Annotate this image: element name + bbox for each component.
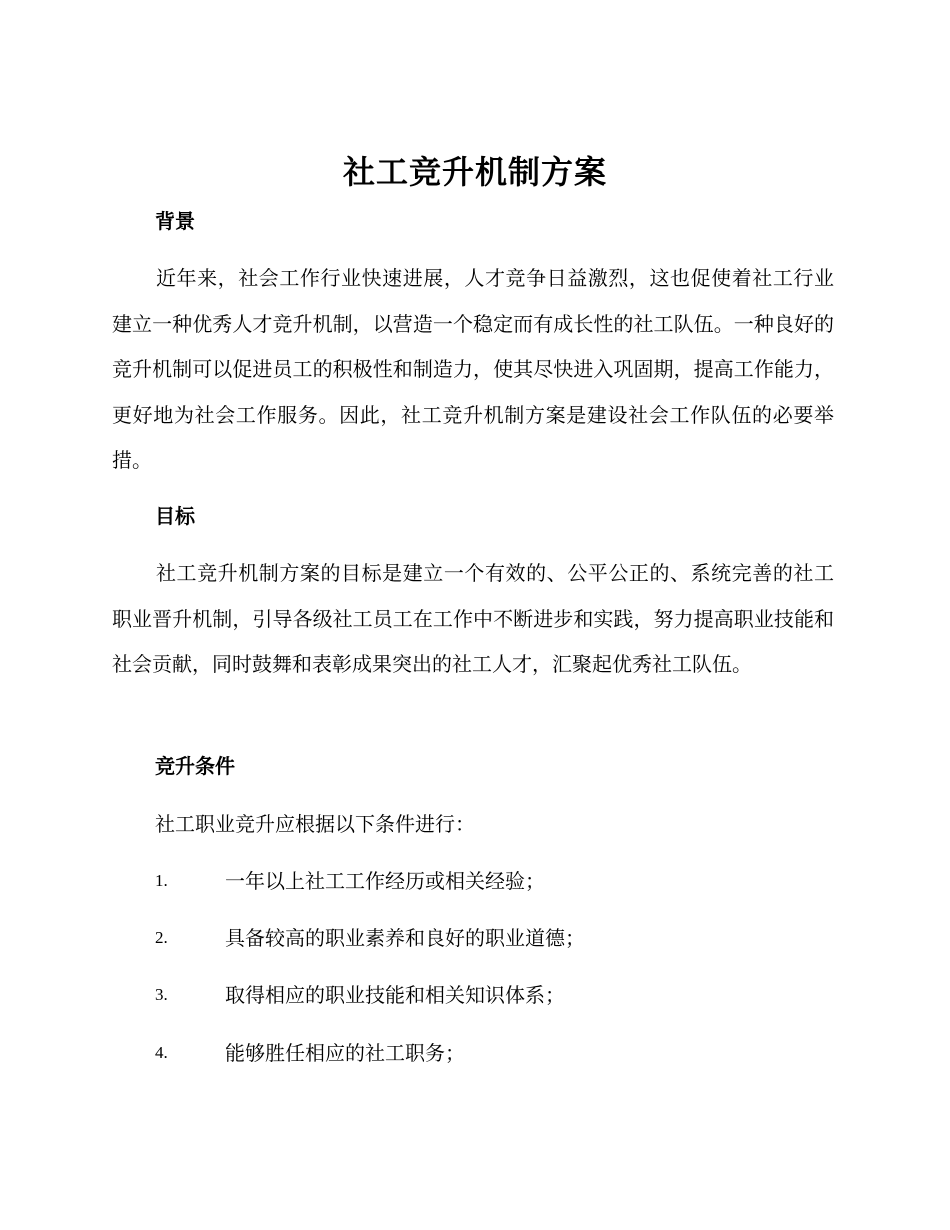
list-item-number: 2. xyxy=(155,928,168,947)
section-paragraph-background: 近年来，社会工作行业快速进展，人才竞争日益激烈，这也促使着社工行业建立一种优秀人才竞升机制，以营造一个稳定而有成长性的社工队伍。一种良好的竞升机制可以促进员工的积极性和制造力，使其尽快进入巩固期，提高工作能力，更好地为社会工作服务。因此，社工竞升机制方案是建设社会工作队伍的必要举措。 xyxy=(112,266,834,472)
list-item xyxy=(155,923,855,953)
list-item xyxy=(155,980,855,1010)
conditions-intro: 社工职业竞升应根据以下条件进行： xyxy=(155,812,475,836)
section-heading-conditions: 竞升条件 xyxy=(155,754,235,778)
list-item-text: 能够胜任相应的社工职务； xyxy=(225,1041,465,1065)
list-item-number: 3. xyxy=(155,985,168,1004)
list-item xyxy=(155,1038,855,1068)
list-item-text: 具备较高的职业素养和良好的职业道德； xyxy=(225,926,585,950)
list-item-number: 1. xyxy=(155,871,168,890)
section-paragraph-goal: 社工竞升机制方案的目标是建立一个有效的、公平公正的、系统完善的社工职业晋升机制，引导各级社工员工在工作中不断进步和实践，努力提高职业技能和社会贡献，同时鼓舞和表彰成果突出的社工人才，汇聚起优秀社工队伍。 xyxy=(112,561,834,676)
list-item-text: 一年以上社工工作经历或相关经验； xyxy=(225,869,545,893)
section-heading-background: 背景 xyxy=(155,209,195,233)
document-title: 社工竞升机制方案 xyxy=(342,153,607,191)
list-item-text: 取得相应的职业技能和相关知识体系； xyxy=(225,983,565,1007)
section-heading-goal: 目标 xyxy=(155,504,195,528)
list-item-number: 4. xyxy=(155,1043,168,1062)
list-item xyxy=(155,866,855,896)
